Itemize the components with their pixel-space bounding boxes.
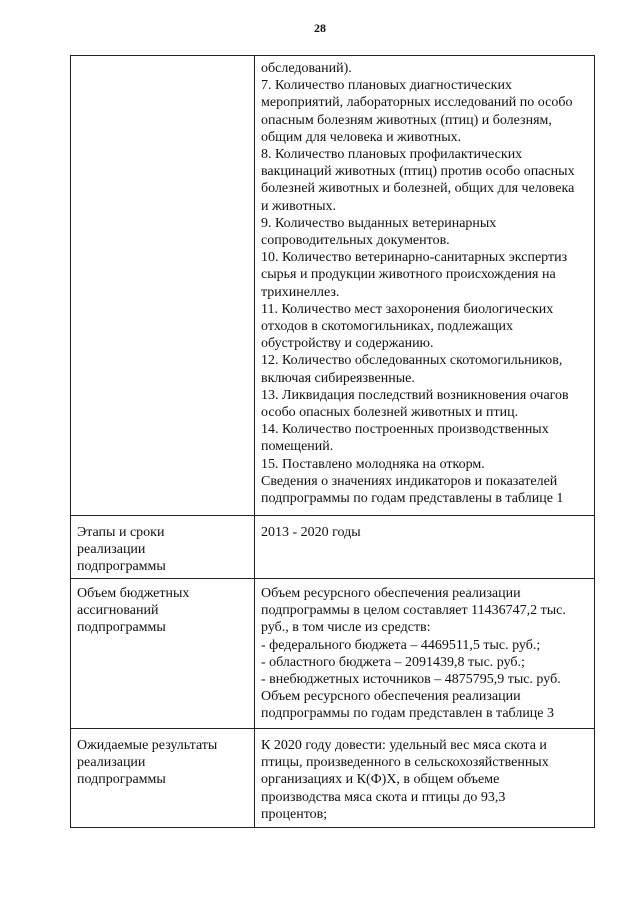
terms-value-cell bbox=[255, 516, 595, 579]
indicators-label-cell bbox=[71, 56, 255, 516]
indicator-line: сопроводительных документов. bbox=[261, 233, 450, 249]
budget-label-line: ассигнований bbox=[77, 603, 159, 619]
results-label-line: подпрограммы bbox=[77, 772, 166, 788]
budget-line: - областного бюджета – 2091439,8 тыс. руб.; bbox=[261, 654, 525, 670]
indicator-line: особо опасных болезней животных и птиц. bbox=[261, 405, 519, 421]
terms-label-cell bbox=[71, 516, 255, 579]
table-row-indicators bbox=[71, 56, 595, 516]
indicator-line: подпрограммы по годам представлены в таблице 1 bbox=[261, 491, 564, 507]
table-row-budget bbox=[71, 579, 595, 729]
results-line: К 2020 году довести: удельный вес мяса скота и bbox=[261, 738, 547, 753]
budget-line: Объем ресурсного обеспечения реализации bbox=[261, 586, 521, 601]
page-number: 28 bbox=[314, 21, 326, 35]
budget-label-line: Объем бюджетных bbox=[77, 586, 190, 601]
budget-line: - внебюджетных источников – 4875795,9 тыс. руб. bbox=[261, 672, 561, 688]
results-line: процентов; bbox=[261, 806, 328, 822]
budget-line: Объем ресурсного обеспечения реализации bbox=[261, 689, 521, 705]
indicator-line: 15. Поставлено молодняка на откорм. bbox=[261, 456, 485, 472]
indicator-line: помещений. bbox=[261, 439, 334, 455]
budget-label-line: подпрограммы bbox=[77, 620, 166, 636]
indicator-line: болезней животных и болезней, общих для человека bbox=[261, 181, 575, 197]
indicator-line: общим для человека и животных. bbox=[261, 129, 462, 145]
indicator-line: обустройству и содержанию. bbox=[261, 336, 434, 352]
results-line: производства мяса скота и птицы до 93,3 bbox=[261, 789, 506, 805]
budget-label-cell bbox=[71, 579, 255, 729]
indicator-line: отходов в скотомогильниках, подлежащих bbox=[261, 319, 513, 335]
terms-label-line: подпрограммы bbox=[77, 559, 166, 575]
indicator-line: мероприятий, лабораторных исследований по особо bbox=[261, 95, 573, 111]
results-label-line: Ожидаемые результаты bbox=[77, 738, 218, 753]
indicator-line: сырья и продукции животного происхождения на bbox=[261, 267, 556, 283]
terms-label-line: реализации bbox=[77, 542, 146, 558]
budget-line: подпрограммы в целом составляет 11436747,2 тыс. bbox=[261, 603, 566, 619]
results-label-line: реализации bbox=[77, 755, 146, 771]
budget-value-cell bbox=[255, 579, 595, 729]
table-row-results bbox=[71, 729, 595, 828]
results-label-cell bbox=[71, 729, 255, 828]
indicator-line: включая сибиреязвенные. bbox=[261, 370, 415, 386]
indicator-line: и животных. bbox=[261, 198, 337, 214]
indicator-line: 14. Количество построенных производственных bbox=[261, 422, 549, 438]
terms-label-line: Этапы и сроки bbox=[77, 525, 165, 540]
results-value-cell bbox=[255, 729, 595, 828]
indicator-line: вакцинаций животных (птиц) против особо опасных bbox=[261, 164, 575, 180]
indicator-line: 13. Ликвидация последствий возникновения очагов bbox=[261, 387, 569, 403]
indicator-line: опасным болезням животных (птиц) и болезням, bbox=[261, 112, 552, 128]
indicator-line: 7. Количество плановых диагностических bbox=[261, 78, 512, 94]
indicator-line: 8. Количество плановых профилактических bbox=[261, 147, 523, 163]
budget-line: - федерального бюджета – 4469511,5 тыс. руб.; bbox=[261, 637, 541, 653]
indicator-line: 9. Количество выданных ветеринарных bbox=[261, 215, 497, 231]
terms-value: 2013 - 2020 годы bbox=[261, 525, 361, 540]
results-line: организациях и К(Ф)Х, в общем объеме bbox=[261, 772, 500, 788]
budget-line: подпрограммы по годам представлен в таблице 3 bbox=[261, 706, 555, 722]
indicators-list-cell bbox=[255, 56, 595, 516]
indicator-line: трихинеллез. bbox=[261, 284, 340, 300]
table-row-terms bbox=[71, 516, 595, 579]
indicator-line: 10. Количество ветеринарно-санитарных экспертиз bbox=[261, 250, 568, 266]
subprogram-passport-table bbox=[70, 55, 595, 828]
indicator-line: обследований). bbox=[261, 61, 352, 76]
indicator-line: 11. Количество мест захоронения биологических bbox=[261, 301, 554, 317]
indicator-line: 12. Количество обследованных скотомогильников, bbox=[261, 353, 563, 369]
indicator-line: Сведения о значениях индикаторов и показателей bbox=[261, 473, 558, 489]
budget-line: руб., в том числе из средств: bbox=[261, 620, 431, 636]
results-line: птицы, произведенного в сельскохозяйственных bbox=[261, 755, 549, 771]
